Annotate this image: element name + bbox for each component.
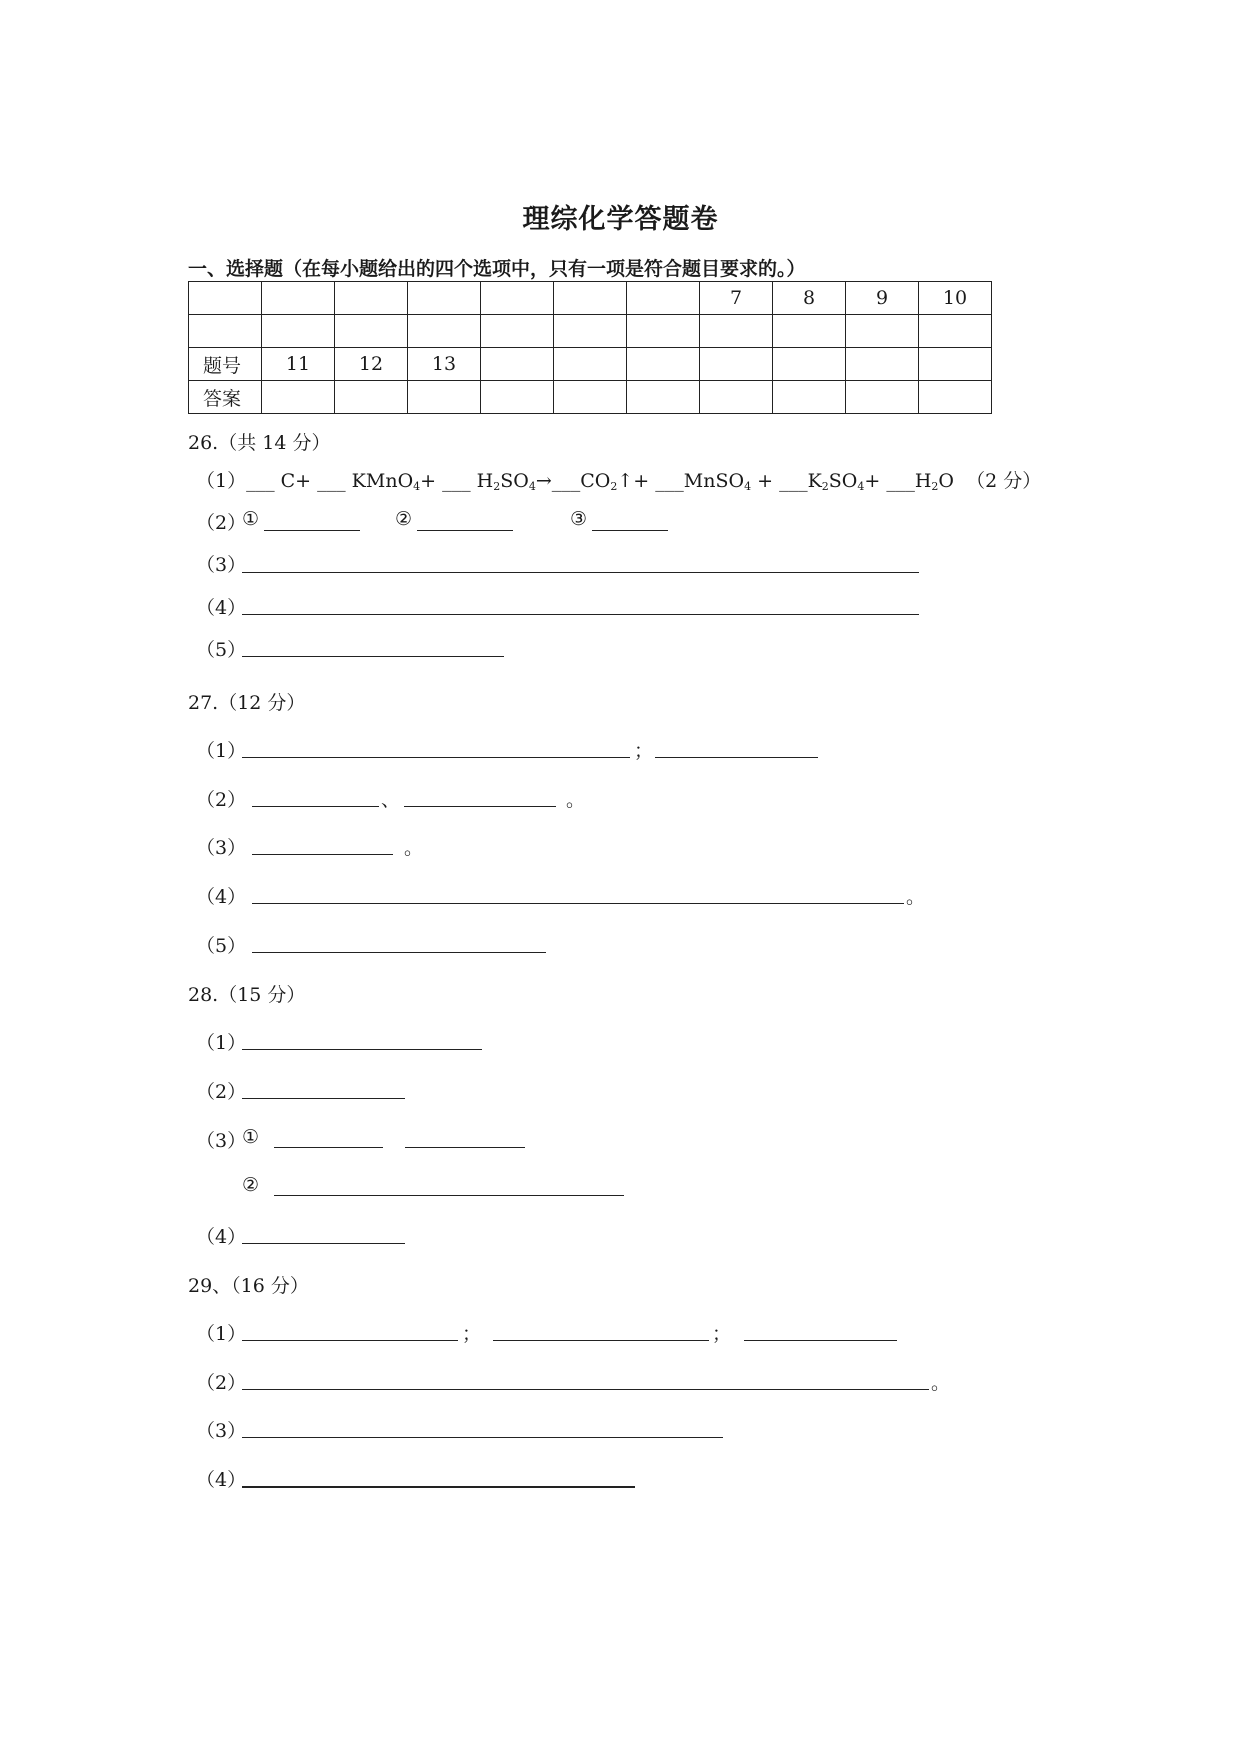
table-cell: 9 (846, 282, 919, 315)
equation-text: ↑+ (617, 470, 656, 492)
table-cell[interactable] (554, 282, 627, 315)
table-cell: 12 (335, 348, 408, 381)
table-cell[interactable] (773, 315, 846, 348)
table-row (189, 315, 992, 348)
part-label: （2） (196, 789, 247, 811)
part-label: （3） (196, 837, 247, 859)
table-cell[interactable] (335, 381, 408, 414)
table-cell[interactable] (627, 348, 700, 381)
answer-line[interactable] (493, 1340, 709, 1341)
table-cell[interactable] (846, 381, 919, 414)
answer-line[interactable] (242, 1049, 482, 1050)
blank[interactable]: ___ (779, 470, 808, 492)
circle-1-label: ① (242, 508, 260, 530)
part-label: （4） (196, 886, 247, 908)
circle-2-label: ② (395, 508, 413, 530)
table-cell[interactable] (408, 282, 481, 315)
part-label: （2） (196, 512, 247, 534)
equation-line (196, 466, 1041, 493)
equation-text: C+ (274, 470, 318, 492)
table-cell[interactable] (627, 315, 700, 348)
answer-line[interactable] (242, 1486, 635, 1488)
answer-line[interactable] (264, 530, 360, 531)
table-cell[interactable] (700, 381, 773, 414)
subscript: 2 (493, 480, 501, 493)
answer-line[interactable] (252, 854, 393, 855)
table-cell[interactable] (846, 348, 919, 381)
blank[interactable]: ___ (655, 470, 684, 492)
subscript: 4 (744, 480, 752, 493)
table-cell[interactable] (481, 348, 554, 381)
answer-line[interactable] (592, 530, 668, 531)
subscript: 2 (821, 480, 829, 493)
question-29-header: 29、（16 分） (188, 1275, 309, 1297)
answer-line[interactable] (417, 530, 513, 531)
section-heading-choice: 一、选择题（在每小题给出的四个选项中，只有一项是符合题目要求的。） (188, 258, 806, 280)
punctuation: ； (634, 740, 654, 762)
page-title: 理综化学答题卷 (522, 204, 719, 235)
table-cell-label: 答案 (189, 381, 262, 414)
circle-2-label: ② (242, 1174, 260, 1196)
equation-text: MnSO (683, 470, 745, 492)
equation-text: SO (828, 470, 858, 492)
equation-text: SO (500, 470, 529, 492)
answer-line[interactable] (242, 1389, 929, 1390)
answer-line[interactable] (242, 656, 504, 657)
subscript: 2 (931, 480, 939, 493)
table-cell[interactable] (481, 282, 554, 315)
answer-table (188, 281, 992, 414)
equation-text: K (807, 470, 822, 492)
subscript: 4 (528, 480, 536, 493)
question-26-header: 26.（共 14 分） (188, 432, 331, 454)
table-row (189, 381, 992, 414)
equation-text: + (420, 470, 443, 492)
subscript: 2 (610, 480, 618, 493)
table-cell[interactable] (919, 381, 992, 414)
table-cell[interactable] (700, 315, 773, 348)
part-label: （1） (196, 470, 247, 492)
question-27-header: 27.（12 分） (188, 692, 306, 714)
answer-line[interactable] (252, 952, 546, 953)
answer-line[interactable] (252, 806, 379, 807)
equation-text: KMnO (345, 470, 414, 492)
part-label: （4） (196, 1226, 247, 1248)
circle-1-label: ① (242, 1126, 260, 1148)
part-label: （2） (196, 1372, 247, 1394)
table-cell: 13 (408, 348, 481, 381)
table-cell[interactable] (627, 381, 700, 414)
punctuation: 。 (931, 1372, 951, 1394)
punctuation: ； (712, 1323, 732, 1345)
punctuation: 。 (906, 886, 926, 908)
part-label: （2） (196, 1081, 247, 1103)
part-label: （1） (196, 1323, 247, 1345)
part-label: （4） (196, 1469, 247, 1491)
part-label: （3） (196, 1130, 247, 1152)
answer-line[interactable] (242, 1098, 405, 1099)
table-cell-label: 题号 (189, 348, 262, 381)
table-cell: 8 (773, 282, 846, 315)
table-cell[interactable] (773, 381, 846, 414)
table-cell[interactable] (481, 315, 554, 348)
subscript: 4 (857, 480, 865, 493)
table-cell[interactable] (189, 315, 262, 348)
answer-line[interactable] (242, 1243, 405, 1244)
table-cell[interactable] (773, 348, 846, 381)
table-cell[interactable] (700, 348, 773, 381)
blank[interactable]: ___ (442, 470, 471, 492)
table-cell[interactable] (335, 282, 408, 315)
table-cell: 7 (700, 282, 773, 315)
table-cell[interactable] (262, 282, 335, 315)
table-cell[interactable] (554, 315, 627, 348)
answer-line[interactable] (655, 757, 818, 758)
blank[interactable]: ___ (551, 470, 581, 492)
equation-text: H (914, 470, 932, 492)
table-cell[interactable] (919, 315, 992, 348)
punctuation: 、 (381, 789, 401, 811)
part-label: （5） (196, 935, 247, 957)
circle-3-label: ③ (570, 508, 588, 530)
table-cell: 10 (919, 282, 992, 315)
equation-text: + (751, 470, 780, 492)
part-label: （3） (196, 1420, 247, 1442)
table-cell[interactable] (919, 348, 992, 381)
blank[interactable]: ___ (886, 470, 915, 492)
punctuation: ； (462, 1323, 482, 1345)
answer-line[interactable] (242, 1340, 458, 1341)
table-cell[interactable] (262, 315, 335, 348)
answer-line[interactable] (242, 572, 919, 573)
equation-text: + (864, 470, 887, 492)
punctuation: 。 (404, 837, 424, 859)
table-cell[interactable] (481, 381, 554, 414)
table-cell: 11 (262, 348, 335, 381)
part-label: （1） (196, 740, 247, 762)
part-label: （4） (196, 597, 247, 619)
table-cell[interactable] (408, 381, 481, 414)
table-cell[interactable] (554, 348, 627, 381)
table-row (189, 348, 992, 381)
table-cell[interactable] (846, 315, 919, 348)
equation-text: O (938, 470, 954, 492)
answer-line[interactable] (242, 757, 630, 758)
answer-line[interactable] (405, 1147, 525, 1148)
table-cell[interactable] (554, 381, 627, 414)
table-cell[interactable] (335, 315, 408, 348)
answer-line[interactable] (274, 1195, 624, 1196)
equation-text: CO (580, 470, 611, 492)
answer-line[interactable] (252, 903, 904, 904)
blank[interactable]: ___ (317, 470, 346, 492)
answer-line[interactable] (404, 806, 556, 807)
answer-line[interactable] (274, 1147, 383, 1148)
table-cell[interactable] (189, 282, 262, 315)
part-label: （3） (196, 554, 247, 576)
score-label: （2 分） (966, 470, 1042, 492)
equation-text: H (470, 470, 494, 492)
part-label: （1） (196, 1032, 247, 1054)
answer-line[interactable] (744, 1340, 897, 1341)
table-cell[interactable] (408, 315, 481, 348)
punctuation: 。 (566, 789, 586, 811)
table-cell[interactable] (627, 282, 700, 315)
part-label: （5） (196, 639, 247, 661)
table-cell[interactable] (262, 381, 335, 414)
answer-line[interactable] (242, 1437, 723, 1438)
blank[interactable]: ___ (246, 470, 275, 492)
table-row (189, 282, 992, 315)
answer-line[interactable] (242, 614, 919, 615)
subscript: 4 (413, 480, 421, 493)
question-28-header: 28.（15 分） (188, 984, 306, 1006)
arrow-icon: → (535, 470, 552, 492)
